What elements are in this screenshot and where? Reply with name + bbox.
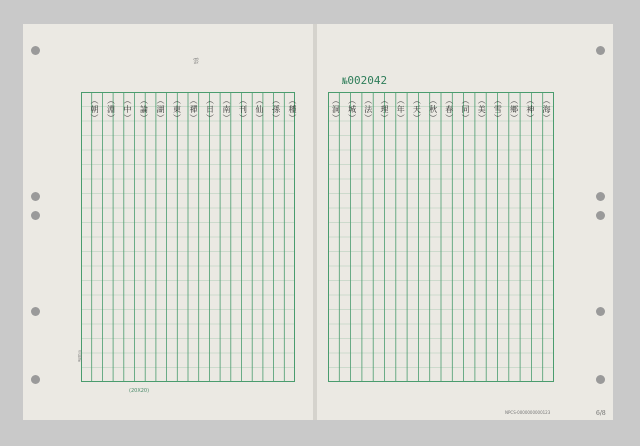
right-handwritten-column: （同） (461, 96, 470, 123)
left-handwritten-column: （孫） (271, 96, 281, 123)
manuscript-serial-number (342, 74, 387, 87)
left-handwritten-column: （淵） (106, 96, 116, 123)
right-handwritten-column: （法） (363, 96, 373, 123)
left-handwritten-column: （東） (172, 96, 182, 123)
right-handwritten-column: （城） (347, 96, 357, 123)
left-bottom-code: (20X20) (129, 388, 150, 394)
serial-number: 002042 (347, 74, 388, 87)
left-handwritten-column: （湖） (156, 96, 165, 123)
right-handwritten-column: （海） (542, 96, 551, 123)
binding-hole-left-1 (31, 46, 40, 55)
right-handwritten-column: （雪） (493, 96, 503, 123)
right-writing-grid (328, 92, 554, 382)
serial-prefix: № (342, 77, 348, 87)
binding-hole-right-3 (596, 211, 605, 220)
left-page-small-mark: 雲 (193, 58, 200, 65)
left-handwritten-column: （種） (288, 96, 297, 123)
binding-hole-right-4 (596, 307, 605, 316)
right-handwritten-column: （神） (525, 96, 535, 123)
left-handwritten-column: （禪） (189, 96, 198, 123)
left-handwritten-column: （中） (123, 96, 132, 123)
binding-hole-right-1 (596, 46, 605, 55)
page-number-mark: 6/8 (596, 410, 606, 417)
binding-hole-right-2 (596, 192, 605, 201)
left-corner-note: 草稿紙 (78, 350, 83, 362)
right-handwritten-column: （春） (444, 96, 454, 123)
left-handwritten-column: （朝） (90, 96, 99, 123)
left-handwritten-column: （日） (205, 96, 215, 123)
binding-hole-left-5 (31, 375, 40, 384)
right-handwritten-column: （鄉） (509, 96, 519, 123)
right-handwritten-column: （美） (477, 96, 487, 123)
left-handwritten-column: （刊） (238, 96, 248, 123)
right-handwritten-column: （洞） (331, 96, 341, 123)
left-handwritten-column: （論） (139, 96, 149, 123)
right-handwritten-column: （天） (412, 96, 422, 123)
binding-hole-right-5 (596, 375, 605, 384)
binding-hole-left-4 (31, 307, 40, 316)
binding-hole-left-3 (31, 211, 40, 220)
right-handwritten-column: （年） (396, 96, 406, 123)
right-bottom-note: NPCS-0000000000123 (505, 410, 551, 415)
left-writing-grid (81, 92, 295, 382)
left-handwritten-column: （南） (222, 96, 231, 123)
right-handwritten-column: （秋） (428, 96, 438, 123)
right-handwritten-column: （理） (380, 96, 389, 123)
left-handwritten-column: （仙） (255, 96, 264, 123)
binding-hole-left-2 (31, 192, 40, 201)
